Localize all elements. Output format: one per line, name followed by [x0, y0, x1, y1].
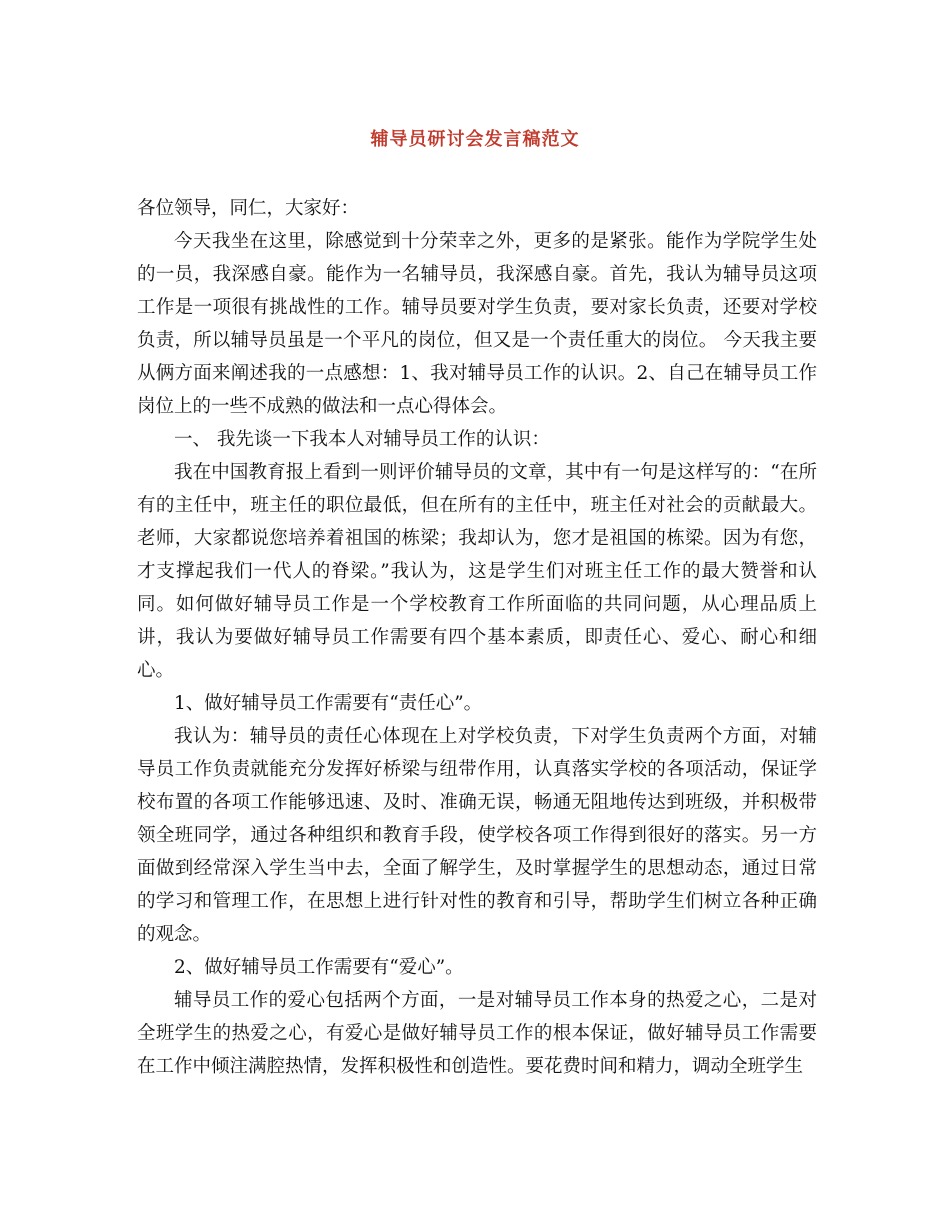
- subheading-love: 2、做好辅导员工作需要有“爱心”。: [174, 957, 464, 978]
- document-title: 辅导员研讨会发言稿范文: [370, 129, 580, 150]
- document-body: [137, 192, 817, 1083]
- paragraph-intro: 今天我坐在这里，除感觉到十分荣幸之外，更多的是紧张。能作为学院学生处的一员，我深感自豪。能作为一名辅导员，我深感自豪。首先，我认为辅导员这项工作是一项很有挑战性的工作。辅导员要对学生负责，要对家长负责，还要对学校负责，所以辅导员虽是一个平凡的岗位，但又是一个责任重大的岗位。 今天我主要从俩方面来阐述我的一点感想：1、我对辅导员工作的认识。2、自己在辅导员工作岗位上的一些不成熟的做法和一点心得体会。: [137, 231, 817, 417]
- greeting-line: 各位领导，同仁，大家好：: [137, 198, 360, 219]
- subheading-responsibility: 1、做好辅导员工作需要有“责任心”。: [174, 693, 483, 714]
- section-heading-1: 一、 我先谈一下我本人对辅导员工作的认识：: [174, 429, 550, 450]
- paragraph-love: 辅导员工作的爱心包括两个方面，一是对辅导员工作本身的热爱之心，二是对全班学生的热爱之心，有爱心是做好辅导员工作的根本保证，做好辅导员工作需要在工作中倾注满腔热情，发挥积极性和创造性。要花费时间和精力，调动全班学生: [137, 990, 817, 1077]
- paragraph-quote: 我在中国教育报上看到一则评价辅导员的文章，其中有一句是这样写的：“在所有的主任中，班主任的职位最低，但在所有的主任中，班主任对社会的贡献最大。老师，大家都说您培养着祖国的栋梁；我却认为，您才是祖国的栋梁。因为有您，才支撑起我们一代人的脊梁。”我认为，这是学生们对班主任工作的最大赞誉和认同。如何做好辅导员工作是一个学校教育工作所面临的共同问题，从心理品质上讲，我认为要做好辅导员工作需要有四个基本素质，即责任心、爱心、耐心和细心。: [137, 462, 817, 681]
- paragraph-responsibility: 我认为：辅导员的责任心体现在上对学校负责，下对学生负责两个方面，对辅导员工作负责就能充分发挥好桥梁与纽带作用，认真落实学校的各项活动，保证学校布置的各项工作能够迅速、及时、准确无误，畅通无阻地传达到班级，并积极带领全班同学，通过各种组织和教育手段，使学校各项工作得到很好的落实。另一方面做到经常深入学生当中去，全面了解学生，及时掌握学生的思想动态，通过日常的学习和管理工作，在思想上进行针对性的教育和引导，帮助学生们树立各种正确的观念。: [137, 726, 817, 945]
